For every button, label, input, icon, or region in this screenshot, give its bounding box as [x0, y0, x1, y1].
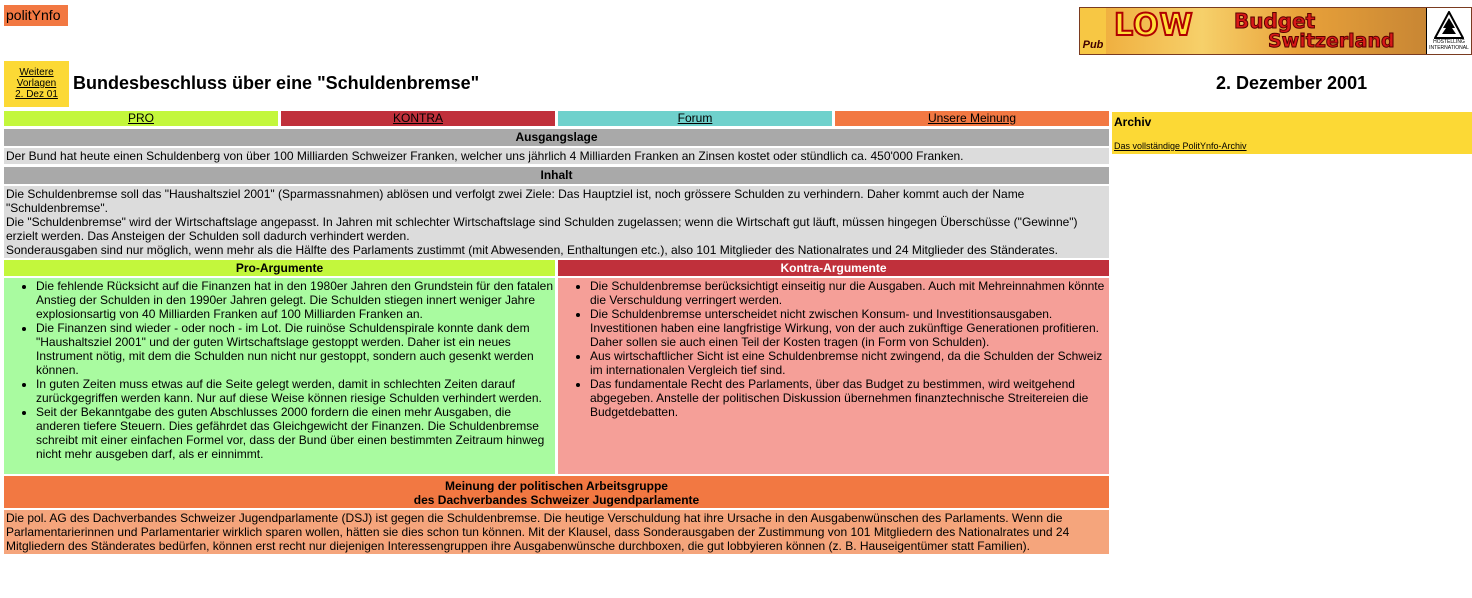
site-logo: politYnfo	[4, 5, 68, 26]
ad-banner[interactable]	[1079, 7, 1472, 55]
kontra-heading: Kontra-Argumente	[558, 260, 1109, 276]
pro-item: • Die Finanzen sind wieder - oder noch - im Lot. Die ruinöse Schuldenspirale konnte dank dem "Haushaltsziel 2001" und der guten Wirtschaftslage gestoppt werden. Daher ist ein neues Instrument nötig, mit dem die Schulden nun nicht nur gestoppt, sondern auch gesenkt werden können.	[36, 321, 553, 377]
inhalt-heading: Inhalt	[4, 167, 1109, 184]
inhalt-text	[4, 186, 1109, 258]
weitere-vorlagen-box	[4, 61, 69, 107]
kontra-item: • Aus wirtschaftlicher Sicht ist eine Schuldenbremse nicht zwingend, da die Schulden der Schweiz im internationalen Vergleich tief sind.	[590, 349, 1107, 377]
banner-low-text: LOW	[1114, 8, 1194, 43]
archiv-link[interactable]: Das vollständige PolitYnfo-Archiv	[1114, 141, 1247, 151]
ausgangslage-text: Der Bund hat heute einen Schuldenberg von über 100 Milliarden Schweizer Franken, welcher uns jährlich 4 Milliarden Franken an Zinsen kostet oder stündlich ca. 450'000 Franken.	[4, 148, 1109, 164]
kontra-item: • Die Schuldenbremse berücksichtigt einseitig nur die Ausgaben. Auch mit Mehreinnahmen könnte die Verschuldung verringert werden.	[590, 279, 1107, 307]
pro-arguments	[4, 278, 555, 474]
kontra-item: • Die Schuldenbremse unterscheidet nicht zwischen Konsum- und Investitionsausgaben. Investitionen haben eine langfristige Wirkung, von der auch zukünftige Generationen profitieren. Daher sollen sie auch einen Teil der Kosten tragen (in Form von Schulden).	[590, 307, 1107, 349]
vorlagen-line1: Weitere	[19, 67, 54, 78]
meinung-heading-line1: Meinung der politischen Arbeitsgruppe	[445, 479, 668, 493]
banner-switzerland-text: Switzerland	[1268, 30, 1395, 52]
pro-list	[6, 279, 553, 461]
nav-forum-link[interactable]: Forum	[558, 111, 832, 126]
nav-unsere-meinung-link[interactable]: Unsere Meinung	[835, 111, 1109, 126]
banner-pub-label: Pub	[1080, 8, 1106, 54]
hostel-text: HOSTELLING INTERNATIONAL	[1429, 39, 1469, 51]
kontra-item: • Das fundamentale Recht des Parlaments, über das Budget zu bestimmen, wird weitgehend abgegeben. Anstelle der politischen Diskussion übernehmen finanztechnische Streitereien die Budgetdebatten.	[590, 377, 1107, 419]
banner-artwork	[1106, 8, 1426, 54]
kontra-arguments	[558, 278, 1109, 474]
inhalt-paragraph-2: Die "Schuldenbremse" wird der Wirtschaftslage angepasst. In Jahren mit schlechter Wirtschaftslage sind Schulden zugelassen; wenn die Wirtschaft gut läuft, müssen hingegen Überschüsse ("Gewinne") erzielt werden. Das Ansteigen der Schulden soll dadurch verhindert werden.	[6, 215, 1078, 243]
inhalt-paragraph-3: Sonderausgaben sind nur möglich, wenn mehr als die Hälfte des Parlaments zustimmt (mit Abwesenden, Enthaltungen etc.), also 101 Mitglieder des Nationalrates und 24 Mitglieder des Ständerates.	[6, 243, 1058, 257]
meinung-heading	[4, 476, 1109, 508]
meinung-text: Die pol. AG des Dachverbandes Schweizer Jugendparlamente (DSJ) ist gegen die Schuldenbremse. Die heutige Verschuldung hat ihre Ursache in den Ausgabenwünschen des Parlaments. Wenn die Parlamentarierinnen und Parlamentarier wirklich sparen wollen, hätten sie dies schon tun können. Mit der Klausel, dass Sonderausgaben der Zustimmung von 101 Mitgliedern des Nationalrates und 24 Mitgliedern des Ständerates bedürfen, können erst recht nur diejenigen Interessengruppen ihre Ausgabenwünsche durchboxen, die gut lobbyieren können (z. B. Hauseigentümer statt Familien).	[4, 510, 1109, 554]
inhalt-paragraph-1: Die Schuldenbremse soll das "Haushaltsziel 2001" (Sparmassnahmen) ablösen und verfolgt zwei Ziele: Das Hauptziel ist, noch grössere Schulden zu verhindern. Daher kommt auch der Name "Schuldenbremse".	[6, 187, 1025, 215]
vorlagen-line2: Vorlagen	[16, 78, 57, 89]
kontra-list	[560, 279, 1107, 419]
vorlagen-line3: 2. Dez 01	[15, 89, 58, 100]
ausgangslage-heading: Ausgangslage	[4, 129, 1109, 146]
pro-column	[4, 260, 555, 474]
page-date: 2. Dezember 2001	[1216, 73, 1368, 93]
nav-pro-link[interactable]: PRO	[4, 111, 278, 126]
pro-item: • Seit der Bekanntgabe des guten Abschlusses 2000 fordern die einen mehr Ausgaben, die anderen tiefere Steuern. Dies gefährdet das Gleichgewicht der Finanzen. Die Schuldenbremse schreibt mit einer einfachen Formel vor, dass der Bund über einen bestimmten Zeitraum hinweg nicht mehr ausgeben darf, als er einnimmt.	[36, 405, 553, 461]
archiv-box	[1112, 112, 1472, 154]
hostel-tree-icon	[1434, 11, 1464, 39]
pro-item: • Die fehlende Rücksicht auf die Finanzen hat in den 1980er Jahren den Grundstein für den fatalen Anstieg der Schulden in den 1990er Jahren gelegt. Die Schulden stiegen innert weniger Jahre explosionsartig von 40 Milliarden Franken auf 100 Milliarden Franken an.	[36, 279, 553, 321]
pro-item: • In guten Zeiten muss etwas auf die Seite gelegt werden, damit in schlechten Zeiten darauf zurückgegriffen werden kann. Nur auf diese Weise können riesige Schulden verhindert werden.	[36, 377, 553, 405]
arguments-row	[4, 260, 1109, 474]
kontra-column	[558, 260, 1109, 474]
weitere-vorlagen-link[interactable]	[4, 67, 69, 100]
main-content	[4, 111, 1109, 554]
page-title: Bundesbeschluss über eine "Schuldenbremse"	[73, 73, 480, 93]
banner-budget-text: Budget	[1234, 9, 1316, 33]
meinung-heading-line2: des Dachverbandes Schweizer Jugendparlamente	[413, 493, 700, 507]
hostelling-logo	[1426, 8, 1471, 54]
nav-kontra-link[interactable]: KONTRA	[281, 111, 555, 126]
pro-heading: Pro-Argumente	[4, 260, 555, 276]
archiv-title: Archiv	[1114, 115, 1152, 129]
section-nav	[4, 111, 1109, 126]
